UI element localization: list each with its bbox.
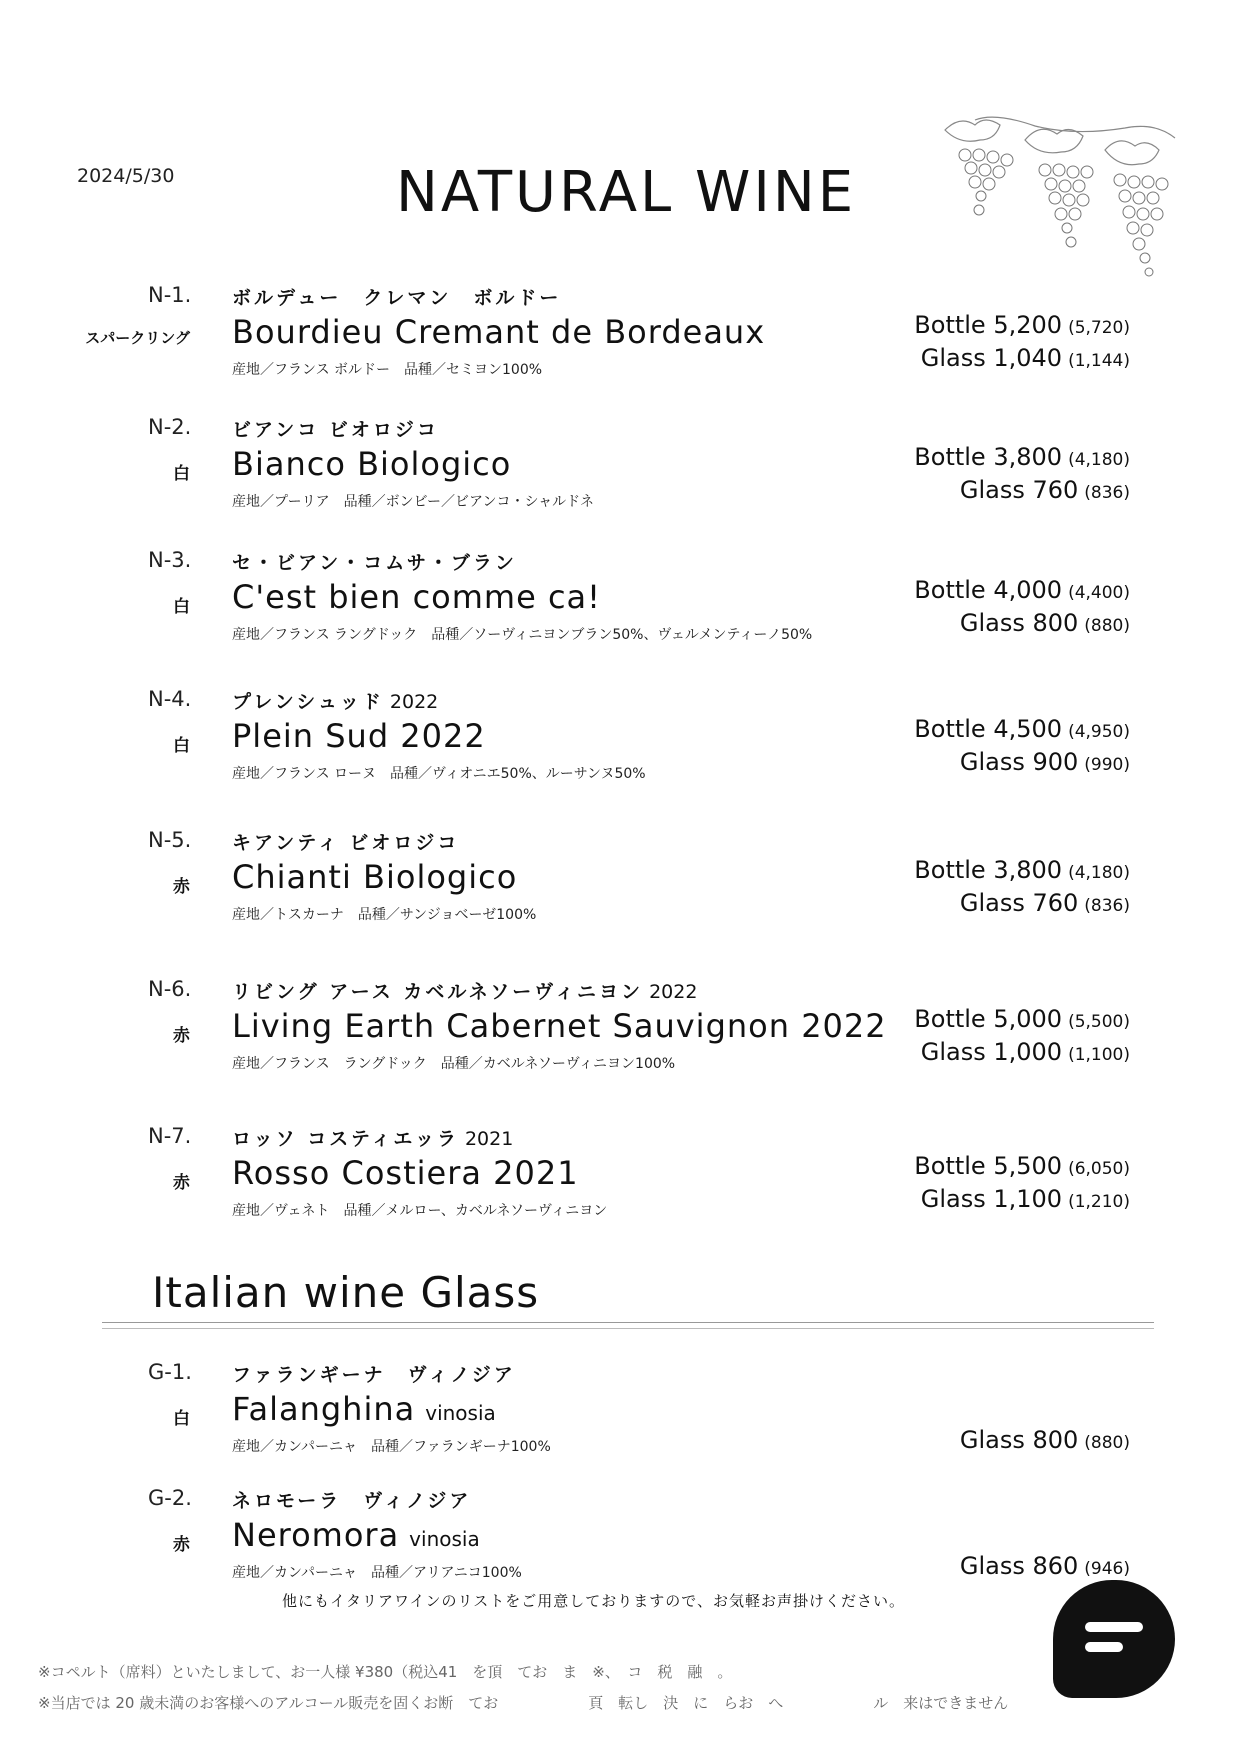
wine-kana-name: プレンシュッド 2022 [232,691,439,713]
wine-detail: 産地／フランス ラングドック 品種／カベルネソーヴィニヨン100% [232,1056,676,1072]
wine-entry-n2 [0,415,1238,525]
wine-name: Neromora vinosia [232,1516,480,1554]
wine-detail: 産地／プーリア 品種／ボンビー／ビアンコ・シャルドネ [232,494,595,510]
bottle-price: Bottle 3,800 (4,180) [914,856,1130,884]
wine-code: G-2. [148,1486,192,1510]
section-divider [102,1328,1154,1329]
glass-price: Glass 760 (836) [959,889,1130,917]
wine-detail: 産地／フランス ローヌ 品種／ヴィオニエ50%、ルーサンヌ50% [232,766,646,782]
wine-detail: 産地／フランス ラングドック 品種／ソーヴィニヨンブラン50%、ヴェルメンティーノ50% [232,627,813,643]
wine-entry-n7 [0,1124,1238,1234]
wine-code: N-3. [148,548,192,572]
wine-name: Chianti Biologico [232,858,518,896]
wine-name: Living Earth Cabernet Sauvignon 2022 [232,1007,887,1045]
menu-date: 2024/5/30 [77,165,175,187]
wine-name: Bourdieu Cremant de Bordeaux [232,313,766,351]
wine-name: C'est bien comme ca! [232,578,601,616]
bottle-price: Bottle 4,500 (4,950) [914,715,1130,743]
wine-type: 白 [173,464,190,484]
wine-entry-n6 [0,977,1238,1087]
wine-type: 白 [173,1409,190,1429]
wine-kana-name: ビアンコ ビオロジコ [232,419,439,441]
wine-kana-name: リビング アース カベルネソーヴィニヨン 2022 [232,981,698,1003]
grapes-illustration-icon [935,110,1185,310]
wine-kana-name: ロッソ コスティエッラ 2021 [232,1128,514,1150]
glass-price: Glass 800 (880) [959,609,1130,637]
wine-type: 赤 [173,877,190,897]
wine-name: Plein Sud 2022 [232,717,486,755]
footer-note-age-policy: ※当店では 20 歳未満のお客様へのアルコール販売を固くお断 てお 頁 転し 決 に らお へ ル 来はできません [38,1694,1009,1712]
chat-icon-line [1085,1642,1123,1652]
wine-code: N-4. [148,687,192,711]
page-title: NATURAL WINE [396,160,857,225]
bottle-price: Bottle 5,200 (5,720) [914,311,1130,339]
wine-entry-n3 [0,548,1238,658]
glass-price: Glass 1,000 (1,100) [920,1038,1130,1066]
wine-detail: 産地／フランス ボルドー 品種／セミヨン100% [232,362,543,378]
wine-type: スパークリング [85,329,190,347]
glass-price: Glass 1,040 (1,144) [920,344,1130,372]
bottle-price: Bottle 4,000 (4,400) [914,576,1130,604]
wine-type: 白 [173,736,190,756]
wine-code: N-7. [148,1124,192,1148]
wine-type: 赤 [173,1026,190,1046]
chat-icon [1085,1622,1143,1632]
section-divider [102,1322,1154,1323]
wine-entry-n1 [0,283,1238,393]
wine-code: N-6. [148,977,192,1001]
wine-code: G-1. [148,1360,192,1384]
wine-name: Bianco Biologico [232,445,512,483]
wine-type: 白 [173,597,190,617]
wine-code: N-2. [148,415,192,439]
wine-code: N-5. [148,828,192,852]
wine-type: 赤 [173,1173,190,1193]
wine-entry-n4 [0,687,1238,797]
wine-type: 赤 [173,1535,190,1555]
wine-detail: 産地／カンパーニャ 品種／アリアニコ100% [232,1565,522,1581]
footer-note-cover-charge: ※コペルト（席料）といたしまして、お一人様 ¥380（税込41 を頂 てお ま ※、 コ 税 融 。 [38,1663,733,1681]
wine-kana-name: キアンティ ビオロジコ [232,832,460,854]
wine-name: Falanghina vinosia [232,1390,496,1428]
wine-kana-name: ボルデュー クレマン ボルドー [232,287,562,309]
italian-wine-list-note: 他にもイタリアワインのリストをご用意しておりますので、お気軽お声掛けください。 [282,1592,905,1610]
wine-name: Rosso Costiera 2021 [232,1154,579,1192]
glass-price: Glass 860 (946) [959,1552,1130,1580]
glass-wine-entry-g1 [0,1360,1238,1470]
wine-detail: 産地／カンパーニャ 品種／ファランギーナ100% [232,1439,551,1455]
bottle-price: Bottle 5,000 (5,500) [914,1005,1130,1033]
wine-code: N-1. [148,283,192,307]
wine-kana-name: ファランギーナ ヴィノジア [232,1364,516,1386]
glass-wine-entry-g2 [0,1486,1238,1596]
wine-kana-name: セ・ビアン・コムサ・ブラン [232,552,517,574]
section-title: Italian wine Glass [152,1268,540,1317]
chat-button[interactable] [1053,1580,1175,1698]
wine-kana-name: ネロモーラ ヴィノジア [232,1490,472,1512]
bottle-price: Bottle 5,500 (6,050) [914,1152,1130,1180]
wine-entry-n5 [0,828,1238,938]
glass-price: Glass 800 (880) [959,1426,1130,1454]
glass-price: Glass 1,100 (1,210) [920,1185,1130,1213]
wine-detail: 産地／ヴェネト 品種／メルロー、カベルネソーヴィニヨン [232,1203,608,1219]
glass-price: Glass 900 (990) [959,748,1130,776]
glass-price: Glass 760 (836) [959,476,1130,504]
wine-detail: 産地／トスカーナ 品種／サンジョベーゼ100% [232,907,537,923]
bottle-price: Bottle 3,800 (4,180) [914,443,1130,471]
